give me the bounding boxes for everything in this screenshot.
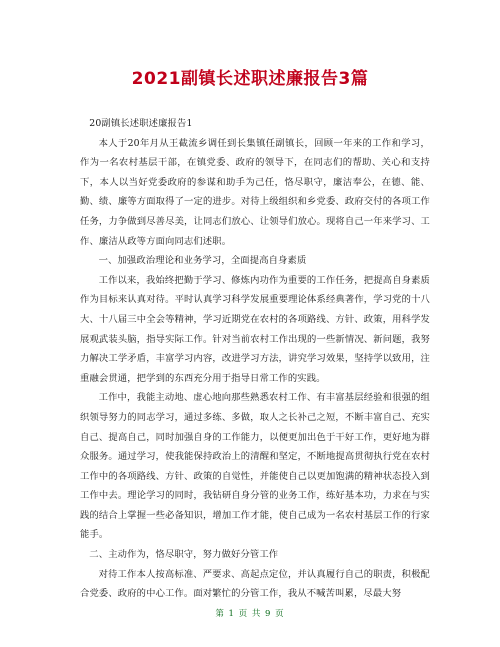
report-subtitle: 20副镇长述职述廉报告1	[89, 118, 193, 129]
paragraph-practice: 工作中，我能主动地、虚心地向那些熟悉农村工作、有丰富基层经验和很强的组织领导努力的同志学习，通过多练、多做，取人之长补己之短，不断丰富自己、充实自己、提高自己，同时加强自身的工作能力，以便更加出色于干好工作，更好地为群众服务。通过学习，使我能保持政治上的清醒和坚定，不断地提高贯彻执行党在农村工作中的各项路线、方针、政策的自觉性，并能使自己以更加饱满的精神状态投入到工作中去。理论学习的同时，我钻研自身分管的业务工作，练好基本功，力求在与实践的结合上掌握一些必备知识，增加工作才能，使自己成为一名农村基层工作的行家能手。	[80, 392, 430, 541]
paragraph-intro: 本人于20年月从王截流乡调任到长集镇任副镇长，回顾一年来的工作和学习，作为一名农村基层干部，在镇党委、政府的领导下，在同志们的帮助、关心和支持下，本人以当好党委政府的参谋和助手为己任，恪尽职守，廉洁奉公，在德、能、勤、绩、廉等方面取得了一定的进步。对待上级组织和乡党委、政府交付的各项工作任务，力争做到尽善尽美，让同志们放心、让领导们放心。现将自己一年来学习、工作、廉洁从政等方面向同志们述职。	[80, 137, 430, 247]
paragraph-study: 工作以来，我始终把勤于学习、修炼内功作为重要的工作任务，把提高自身素质作为目标来认真对待。平时认真学习科学发展重要理论体系经典著作，学习党的十八大、十八届三中全会等精神，学习近期党在农村的各项路线、方针、政策，用科学发展观武装头脑，指导实际工作。针对当前农村工作出现的一些新情况、新问题，我努力解决工学矛盾，丰富学习内容，改进学习方法，讲究学习效果，坚持学以致用，注重融会贯通，把学到的东西充分用于指导日常工作的实践。	[80, 274, 430, 384]
document-body	[80, 114, 430, 604]
paragraph-duties: 对待工作本人按高标准、严要求、高起点定位，并认真履行自己的职责，积极配合党委、政府的中心工作。面对繁忙的分管工作，我从不喊苦叫累，尽最大努	[80, 568, 430, 600]
section-heading-1: 一、加强政治理论和业务学习，全面提高自身素质	[98, 255, 307, 267]
section-heading-2: 二、主动作为，恪尽职守，努力做好分管工作	[89, 549, 279, 561]
page-footer: 第 1 页 共 9 页	[215, 609, 285, 619]
document-title: 2021副镇长述职述廉报告3篇	[131, 69, 369, 89]
